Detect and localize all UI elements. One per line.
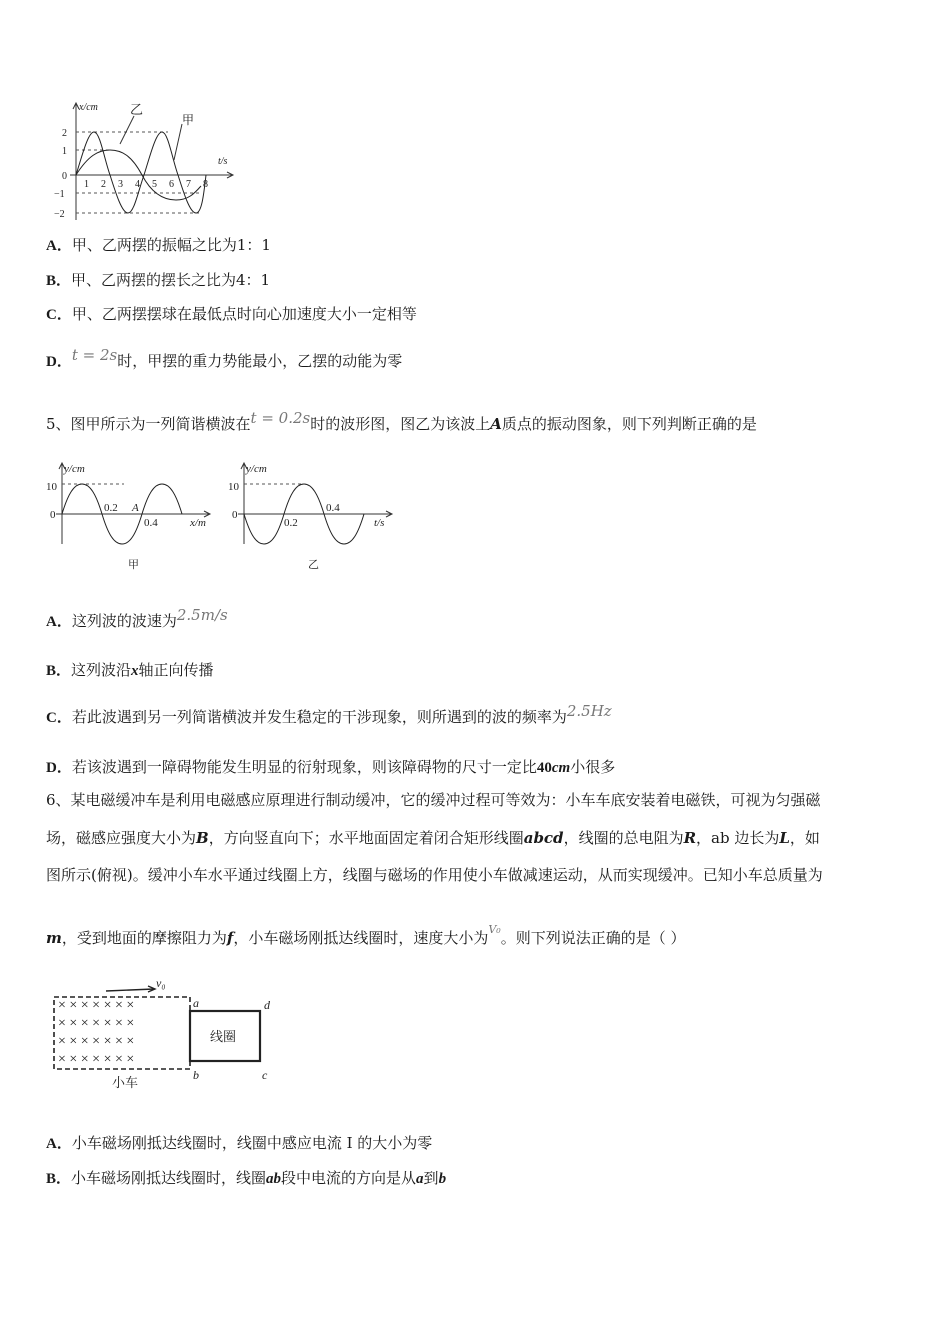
q5-point: A [490,415,502,433]
fig1-label-yi: 乙 [130,102,144,117]
option-text: 若该波遇到一障碍物能发生明显的衍射现象，则该障碍物的尺寸一定比 [71,758,537,776]
option-text: 甲、乙两摆的摆长之比为4：1 [71,271,271,289]
option-text: 小车磁场刚抵达线圈时，线圈中感应电流 I 的大小为零 [71,1134,433,1152]
wave-yi-zero: 0 [232,509,238,521]
math-expression: 2.5m/s [176,606,228,624]
q6-option-a[interactable] [46,1132,432,1153]
fig1-ylabel: x/cm [79,102,98,113]
option-letter: C． [46,710,72,726]
q4-option-b[interactable] [46,269,270,290]
coil-label: 线圈 [210,1029,237,1044]
text: ，ab 边长为 [696,829,780,847]
svg-text:× × × × × × ×: × × × × × × × [58,998,135,1013]
wave-yi-tick: 0.4 [326,502,340,514]
fig1-xtick: 3 [118,179,123,190]
q5-option-c[interactable] [46,702,612,727]
variable: ab [266,1171,282,1187]
svg-text:× × × × × × ×: × × × × × × × [58,1052,135,1067]
wave-jia-point-a: A [132,502,139,514]
fig1-xlabel: t/s [218,156,228,167]
option-text: 轴正向传播 [138,661,214,679]
option-letter: B． [46,663,72,679]
field-crosses [58,998,134,1067]
q6-stem-line3: 图所示(俯视)。缓冲小车水平通过线圈上方，线圈与磁场的作用使小车做减速运动，从而实现缓冲。已知小车总质量为 [46,866,823,884]
q5-middle: 时的波形图，图乙为该波上 [310,415,491,433]
variable: x [131,663,139,679]
q6-stem-line1: 6、某电磁缓冲车是利用电磁感应原理进行制动缓冲，它的缓冲过程可等效为：小车车底安装着电磁铁，可视为匀强磁 [46,791,821,809]
fig1-ytick: 0 [62,171,67,182]
math-expression: 2.5Hz [566,702,612,720]
text: 。则下列说法正确的是（ ） [500,929,686,947]
wave-yi-xlabel: t/s [374,517,385,529]
option-letter: C． [46,307,72,323]
variable: abcd [523,829,564,847]
option-text: 这列波的波速为 [71,612,177,630]
q6-option-b[interactable] [46,1167,446,1188]
q5-option-a[interactable] [46,606,228,631]
option-letter: B． [46,1171,72,1187]
option-letter: A． [46,238,72,254]
wave-jia-ylabel: y/cm [64,463,85,475]
fig1-xtick: 5 [152,179,157,190]
text: 场，磁感应强度大小为 [46,829,197,847]
fig1-ytick: 2 [62,128,67,139]
option-letter: A． [46,1136,72,1152]
option-letter: B． [46,273,72,289]
q5-option-b[interactable] [46,659,214,680]
buffer-car-diagram [44,975,284,1095]
option-letter: D． [46,354,72,370]
fig1-xtick: 6 [169,179,174,190]
option-text: 时，甲摆的重力势能最小，乙摆的动能为零 [117,352,403,370]
math-expression: t = 2s [71,346,118,364]
q5-prefix: 5、图甲所示为一列简谐横波在 [46,415,251,433]
unit: cm [551,760,571,776]
velocity-label: v₀ [156,976,166,990]
math-expression: t = 0.2s [250,409,311,427]
q4-option-d[interactable] [46,346,403,371]
corner-a: a [193,996,199,1010]
fig1-xtick: 4 [135,179,140,190]
wave-jia-y10: 10 [46,481,57,493]
variable: a [416,1171,424,1187]
option-letter: A． [46,614,72,630]
variable: B [196,829,209,847]
fig1-label-jia: 甲 [182,113,195,127]
text: ，线圈的总电阻为 [563,829,684,847]
pendulum-graph [46,98,246,226]
variable: R [683,829,697,847]
wave-yi-y10: 10 [228,481,239,493]
variable: b [438,1171,447,1187]
wave-jia-xlabel: x/m [190,517,206,529]
text: ，如 [789,829,820,847]
fig1-xtick: 2 [101,179,106,190]
option-text: 小车磁场刚抵达线圈时，线圈 [71,1169,267,1187]
fig1-ytick: 1 [62,146,67,157]
wave-graph-jia [44,460,216,576]
car-label: 小车 [112,1075,139,1090]
option-text: 这列波沿 [71,661,132,679]
option-text: 甲、乙两摆摆球在最低点时向心加速度大小一定相等 [71,305,417,323]
svg-text:× × × × × × ×: × × × × × × × [58,1034,135,1049]
q5-suffix: 质点的振动图象，则下列判断正确的是 [501,415,757,433]
option-text: 段中电流的方向是从 [281,1169,417,1187]
fig1-xtick: 8 [203,179,208,190]
fig1-ytick: −2 [54,209,65,220]
option-text: 若此波遇到另一列简谐横波并发生稳定的干涉现象，则所遇到的波的频率为 [71,708,567,726]
variable: L [779,829,790,847]
fig1-xtick: 7 [186,179,191,190]
text: ，方向竖直向下；水平地面固定着闭合矩形线圈 [208,829,524,847]
wave-graph-yi [226,460,398,576]
math-expression: V₀ [488,923,501,936]
q4-option-c[interactable] [46,303,417,324]
corner-c: c [262,1068,268,1082]
q6-stem-line4 [46,923,686,948]
q4-option-a[interactable] [46,234,271,255]
corner-b: b [193,1068,199,1082]
text: ，小车磁场刚抵达线圈时，速度大小为 [233,929,489,947]
corner-d: d [264,998,270,1012]
option-letter: D． [46,760,72,776]
q5-stem [46,409,757,434]
wave-jia-tick: 0.2 [104,502,118,514]
q5-option-d[interactable] [46,756,615,777]
wave-yi-ylabel: y/cm [246,463,267,475]
option-text: 到 [423,1169,439,1187]
wave-yi-tick: 0.2 [284,517,298,529]
wave-jia-tick: 0.4 [144,517,158,529]
text: ，受到地面的摩擦阻力为 [61,929,227,947]
option-text: 小很多 [570,758,616,776]
variable: m [46,929,62,947]
option-text: 甲、乙两摆的振幅之比为1：1 [71,236,271,254]
q6-stem-line2 [46,827,820,848]
variable: f [226,929,234,947]
fig1-ytick: −1 [54,189,65,200]
number: 40 [536,760,552,776]
wave-jia-zero: 0 [50,509,56,521]
fig1-xtick: 1 [84,179,89,190]
svg-text:× × × × × × ×: × × × × × × × [58,1016,135,1031]
wave-jia-caption: 甲 [128,559,139,571]
wave-yi-caption: 乙 [308,559,319,571]
